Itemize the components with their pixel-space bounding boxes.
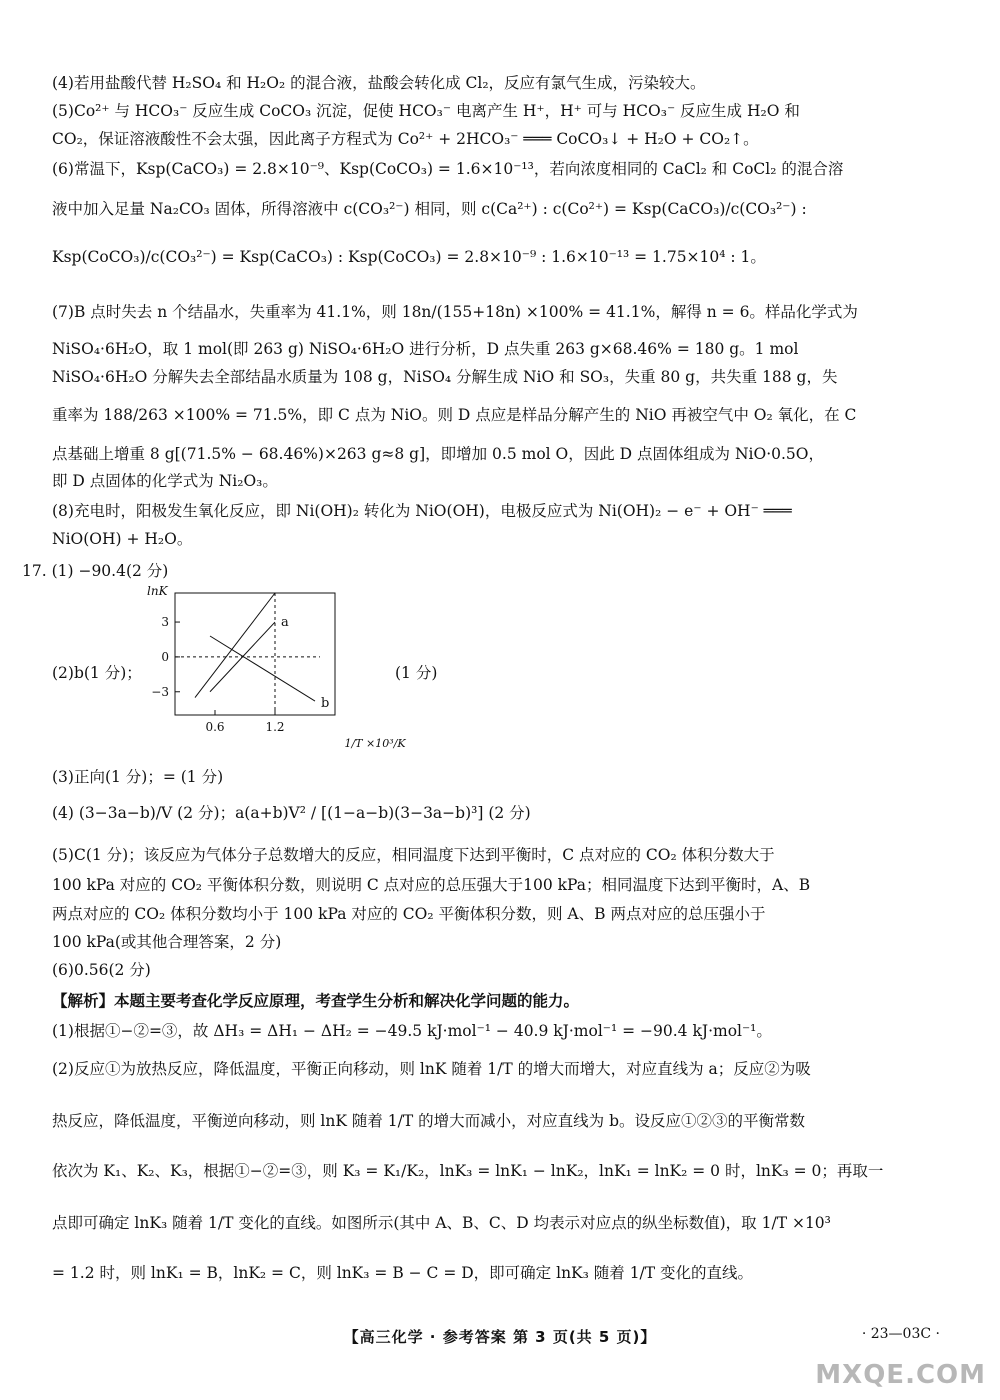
answer-line: 两点对应的 CO₂ 体积分数均小于 100 kPa 对应的 CO₂ 平衡体积分数，则 A、B 两点对应的总压强小于 <box>52 905 766 923</box>
lnk-chart-svg <box>130 585 410 755</box>
answer-line: Ksp(CoCO₃)/c(CO₃²⁻) = Ksp(CaCO₃) : Ksp(CoCO₃) = 2.8×10⁻⁹ : 1.6×10⁻¹³ = 1.75×10⁴ : 1。 <box>52 248 766 266</box>
x-tick-label: 1.2 <box>265 720 285 734</box>
answer-line: (5)Co²⁺ 与 HCO₃⁻ 反应生成 CoCO₃ 沉淀，促使 HCO₃⁻ 电离产生 H⁺，H⁺ 可与 HCO₃⁻ 反应生成 H₂O 和 <box>52 102 800 120</box>
page-footer <box>0 1326 1000 1356</box>
analysis-heading: 【解析】本题主要考查化学反应原理，考查学生分析和解决化学问题的能力。 <box>52 991 580 1010</box>
question-17-heading: 17. (1) −90.4(2 分) <box>22 562 169 580</box>
answer-line: (4)若用盐酸代替 H₂SO₄ 和 H₂O₂ 的混合液，盐酸会转化成 Cl₂，反应有氯气生成，污染较大。 <box>52 74 706 92</box>
answer-line: (2)反应①为放热反应，降低温度，平衡正向移动，则 lnK 随着 1/T 的增大而增大，对应直线为 a；反应②为吸 <box>52 1060 811 1078</box>
lnk-chart <box>130 585 410 755</box>
answer-line: NiSO₄·6H₂O 分解失去全部结晶水质量为 108 g，NiSO₄ 分解生成 NiO 和 SO₃，失重 80 g，共失重 188 g，失 <box>52 368 838 386</box>
chart-frame <box>175 593 335 715</box>
series-line-ln-k3 <box>195 593 275 698</box>
answer-line: 100 kPa(或其他合理答案，2 分) <box>52 933 282 951</box>
answer-line: CO₂，保证溶液酸性不会太强，因此离子方程式为 Co²⁺ + 2HCO₃⁻ ═══ CoCO₃↓ + H₂O + CO₂↑。 <box>52 130 759 148</box>
series-label: b <box>321 696 330 712</box>
q17-part2-score: (1 分) <box>395 664 438 682</box>
answer-line: (4) (3−3a−b)/V (2 分)；a(a+b)V² / [(1−a−b)(3−3a−b)³] (2 分) <box>52 804 531 822</box>
y-axis-label: lnK <box>147 585 168 598</box>
answer-line: = 1.2 时，则 lnK₁ = B，lnK₂ = C，则 lnK₃ = B − C = D，即可确定 lnK₃ 随着 1/T 变化的直线。 <box>52 1264 754 1282</box>
x-tick-label: 0.6 <box>205 720 225 734</box>
answer-line: 100 kPa 对应的 CO₂ 平衡体积分数，则说明 C 点对应的总压强大于100 kPa；相同温度下达到平衡时，A、B <box>52 876 811 894</box>
answer-line: 重率为 188/263 ×100% = 71.5%，即 C 点为 NiO。则 D 点应是样品分解产生的 NiO 再被空气中 O₂ 氧化，在 C <box>52 406 857 424</box>
answer-line: 点基础上增重 8 g[(71.5% − 68.46%)×263 g≈8 g]，即增加 0.5 mol O，因此 D 点固体组成为 NiO·0.5O， <box>52 445 824 463</box>
watermark-logo: MXQE.COM <box>815 1360 986 1390</box>
q17-part2-answer: (2)b(1 分)； <box>52 664 142 682</box>
answer-line: 点即可确定 lnK₃ 随着 1/T 变化的直线。如图所示(其中 A、B、C、D 均表示对应点的纵坐标数值)，取 1/T ×10³ <box>52 1214 831 1232</box>
footer-code: · 23—03C · <box>861 1326 940 1342</box>
answer-line: (3)正向(1 分)；= (1 分) <box>52 768 224 786</box>
x-axis-label: 1/T ×10³/K <box>344 737 406 750</box>
answer-line: NiSO₄·6H₂O，取 1 mol(即 263 g) NiSO₄·6H₂O 进行分析，D 点失重 263 g×68.46% = 180 g。1 mol <box>52 340 799 358</box>
answer-line: 即 D 点固体的化学式为 Ni₂O₃。 <box>52 472 278 490</box>
answer-line: (6)0.56(2 分) <box>52 961 151 979</box>
footer-title: 【高三化学 · 参考答案 第 3 页(共 5 页)】 <box>343 1328 657 1346</box>
answer-line: 依次为 K₁、K₂、K₃，根据①−②=③，则 K₃ = K₁/K₂，lnK₃ = lnK₁ − lnK₂，lnK₁ = lnK₂ = 0 时，lnK₃ = 0；再取一 <box>52 1162 884 1180</box>
series-label: a <box>281 615 289 631</box>
series-line-b <box>210 636 315 701</box>
y-tick-label: 3 <box>161 615 169 630</box>
answer-line: NiO(OH) + H₂O。 <box>52 530 193 548</box>
y-tick-label: −3 <box>151 684 169 699</box>
answer-line: 液中加入足量 Na₂CO₃ 固体，所得溶液中 c(CO₃²⁻) 相同，则 c(Ca²⁺) : c(Co²⁺) = Ksp(CaCO₃)/c(CO₃²⁻) : <box>52 200 807 218</box>
answer-line: (7)B 点时失去 n 个结晶水，失重率为 41.1%，则 18n/(155+18n) ×100% = 41.1%，解得 n = 6。样品化学式为 <box>52 303 858 321</box>
answer-line: (5)C(1 分)；该反应为气体分子总数增大的反应，相同温度下达到平衡时，C 点对应的 CO₂ 体积分数大于 <box>52 846 775 864</box>
answer-line: (1)根据①−②=③，故 ΔH₃ = ΔH₁ − ΔH₂ = −49.5 kJ·mol⁻¹ − 40.9 kJ·mol⁻¹ = −90.4 kJ·mol⁻¹。 <box>52 1022 772 1040</box>
y-tick-label: 0 <box>161 649 169 664</box>
answer-line: 热反应，降低温度，平衡逆向移动，则 lnK 随着 1/T 的增大而减小，对应直线为 b。设反应①②③的平衡常数 <box>52 1112 806 1130</box>
answer-line: (6)常温下，Ksp(CaCO₃) = 2.8×10⁻⁹、Ksp(CoCO₃) = 1.6×10⁻¹³，若向浓度相同的 CaCl₂ 和 CoCl₂ 的混合溶 <box>52 160 844 178</box>
answer-line: (8)充电时，阳极发生氧化反应，即 Ni(OH)₂ 转化为 NiO(OH)，电极反应式为 Ni(OH)₂ − e⁻ + OH⁻ ═══ <box>52 502 792 520</box>
